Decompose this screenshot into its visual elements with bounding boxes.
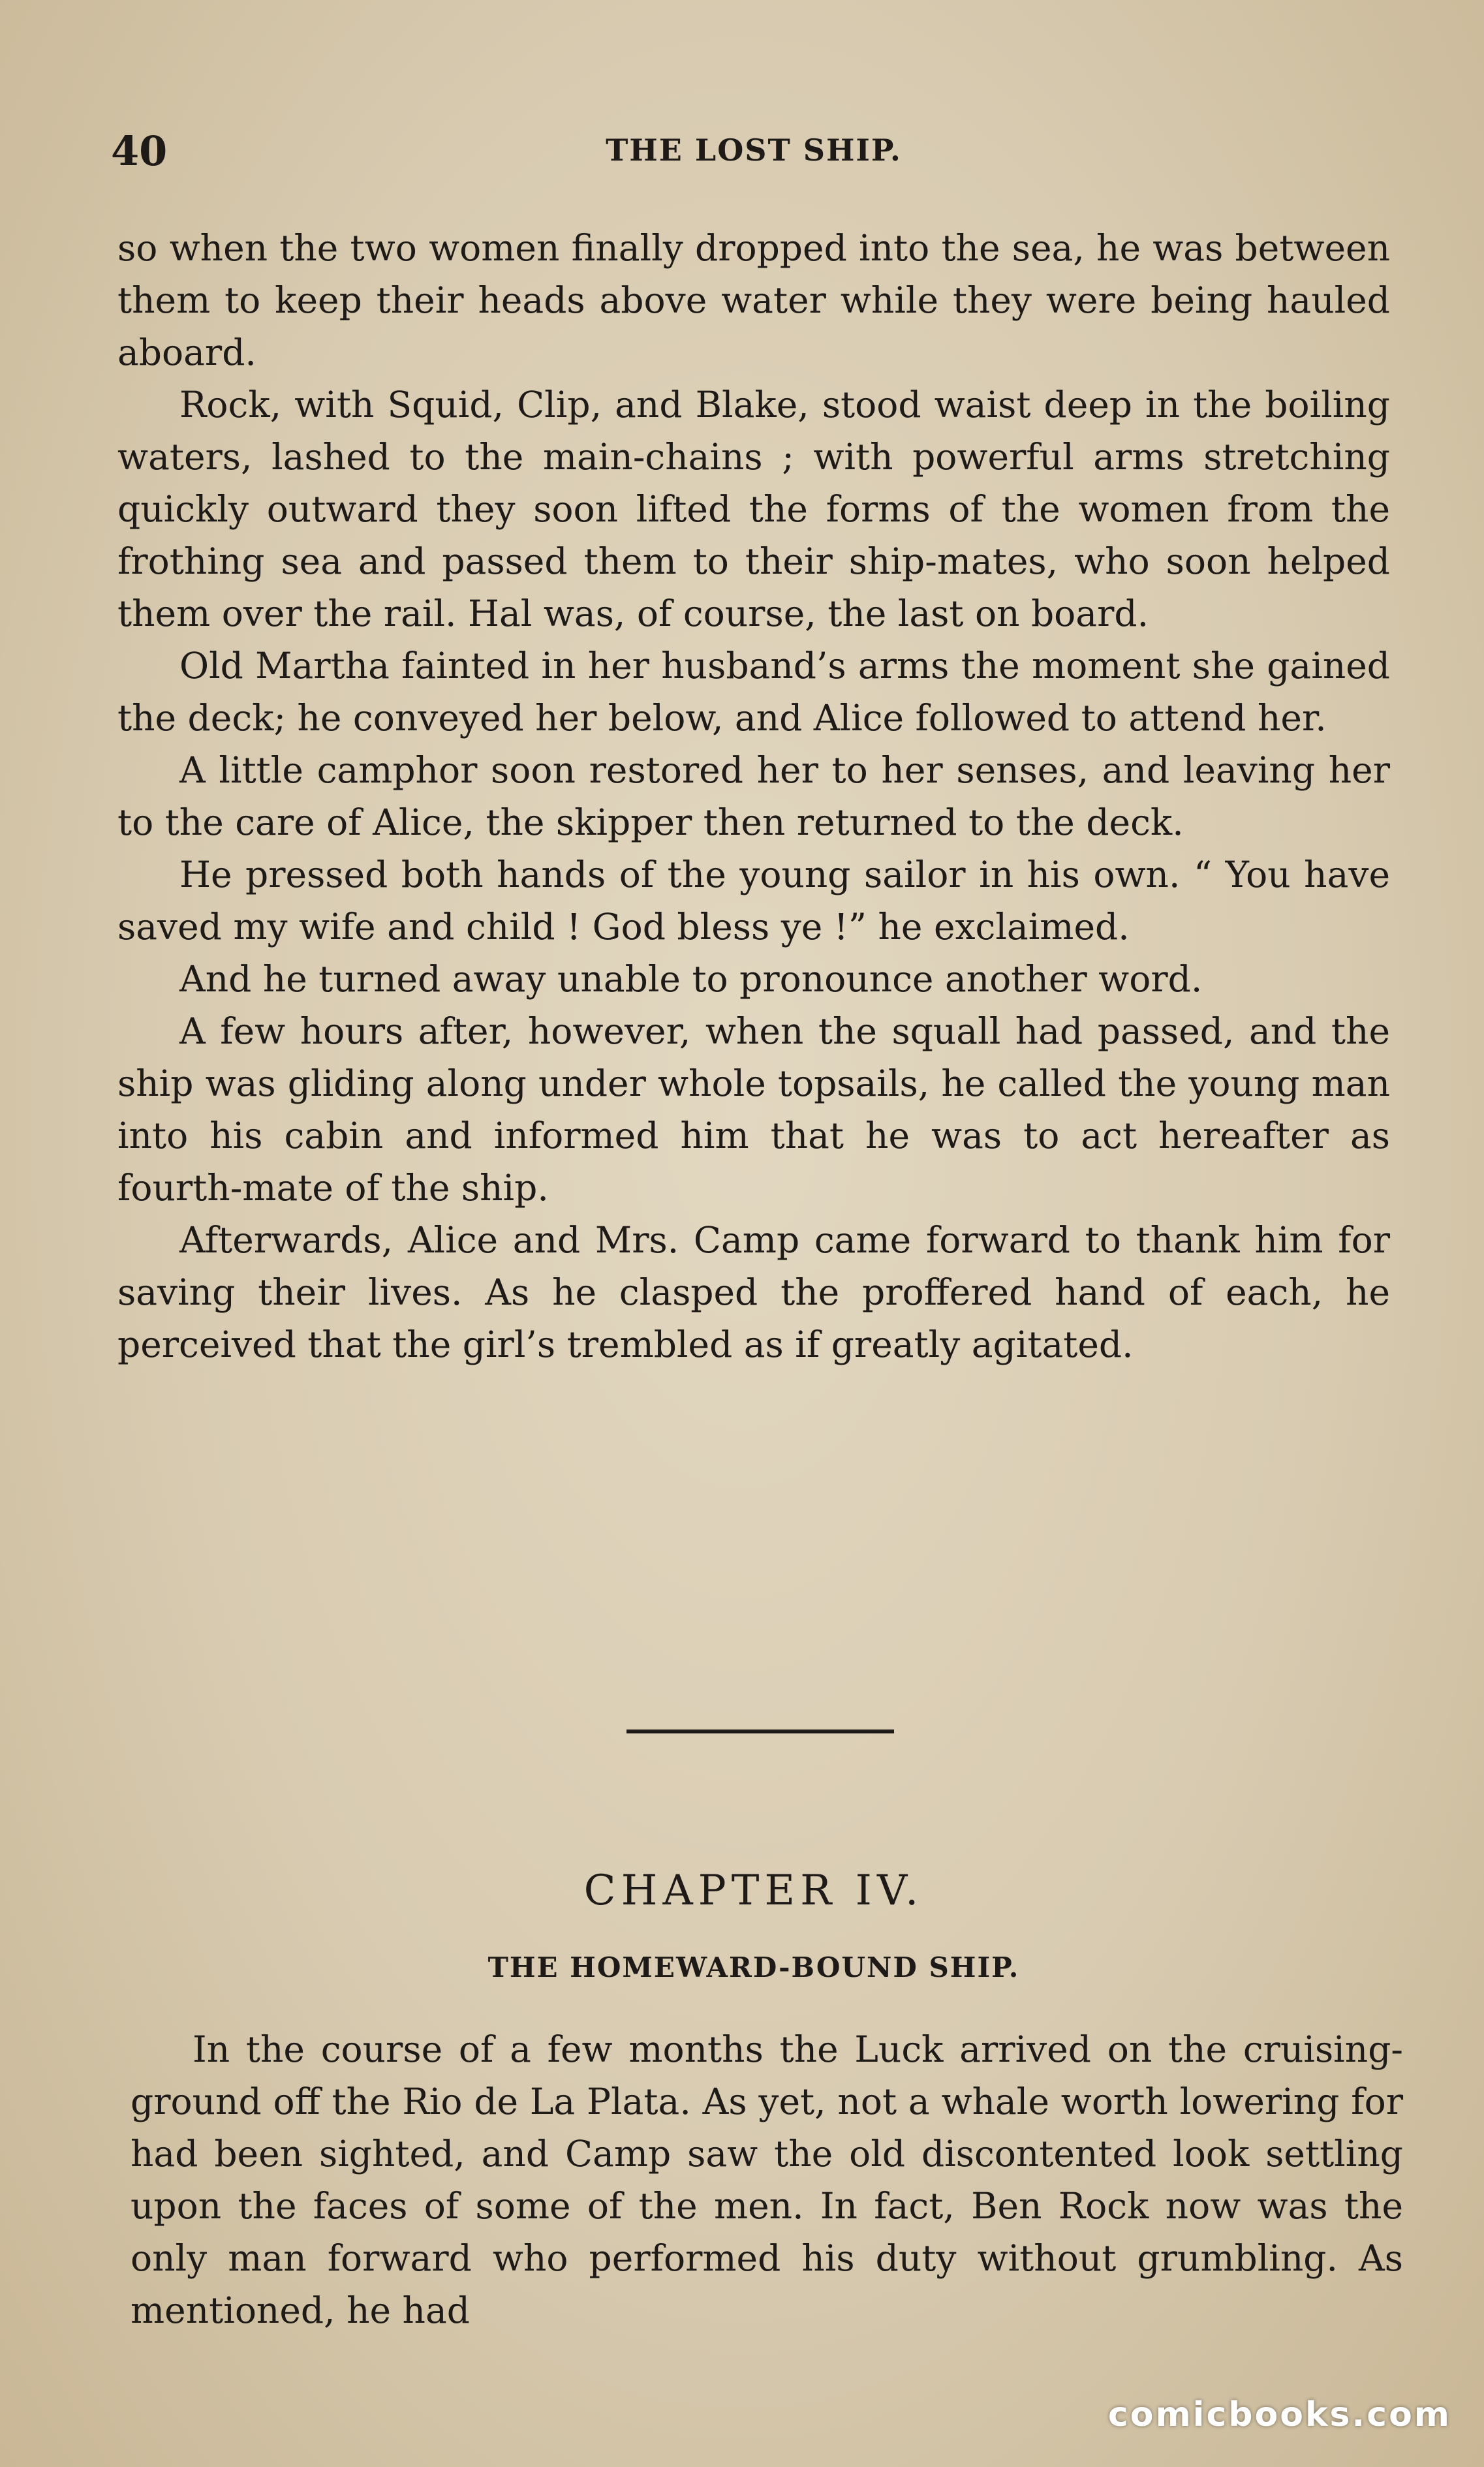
paragraph-6: And he turned away unable to pronounce another word. [179, 958, 1203, 1000]
page-number: 40 [111, 127, 168, 175]
section-divider [626, 1730, 894, 1733]
running-title: THE LOST SHIP. [606, 132, 902, 168]
paragraph-4: A little camphor soon restored her to her senses, and leaving her to the care of Alice, the skipper then returned to the deck. [117, 749, 1390, 843]
chapter-heading: CHAPTER IV. [583, 1867, 924, 1915]
chapter-subtitle: THE HOMEWARD-BOUND SHIP. [487, 1951, 1020, 1983]
page-header [111, 127, 1397, 186]
watermark: comicbooks.com [1107, 2395, 1451, 2434]
chapter-paragraph-1: In the course of a few months the Luck arrived on the cruising-ground off the Rio de La Plata. As yet, not a whale worth lowering for had been sighted, and Camp saw the old discontented look settling upon the faces of some of the men. In fact, Ben Rock now was the only man forward who performed his duty without grumbling. As mentioned, he had [131, 2028, 1403, 2331]
paragraph-2: Rock, with Squid, Clip, and Blake, stood waist deep in the boiling waters, lashed to the main-chains ; with powerful arms stretching quickly outward they soon lifted the forms of the women from the frothing sea and passed them to their ship-mates, who soon helped them over the rail. Hal was, of course, the last on board. [117, 384, 1390, 634]
body-text [117, 222, 1390, 1371]
paragraph-5: He pressed both hands of the young sailor in his own. “ You have saved my wife and child ! God bless ye !” he exclaimed. [117, 854, 1390, 948]
chapter-text [131, 2023, 1403, 2336]
paragraph-7: A few hours after, however, when the squall had passed, and the ship was gliding along under whole topsails, he called the young man into his cabin and informed him that he was to act hereafter as fourth-mate of the ship. [117, 1010, 1390, 1209]
paragraph-3: Old Martha fainted in her husband’s arms the moment she gained the deck; he conveyed her below, and Alice followed to attend her. [117, 645, 1390, 739]
paragraph-1: so when the two women finally dropped into the sea, he was between them to keep their heads above water while they were being hauled aboard. [117, 227, 1390, 373]
paragraph-8: Afterwards, Alice and Mrs. Camp came forward to thank him for saving their lives. As he clasped the proffered hand of each, he perceived that the girl’s trembled as if greatly agitated. [117, 1219, 1390, 1365]
